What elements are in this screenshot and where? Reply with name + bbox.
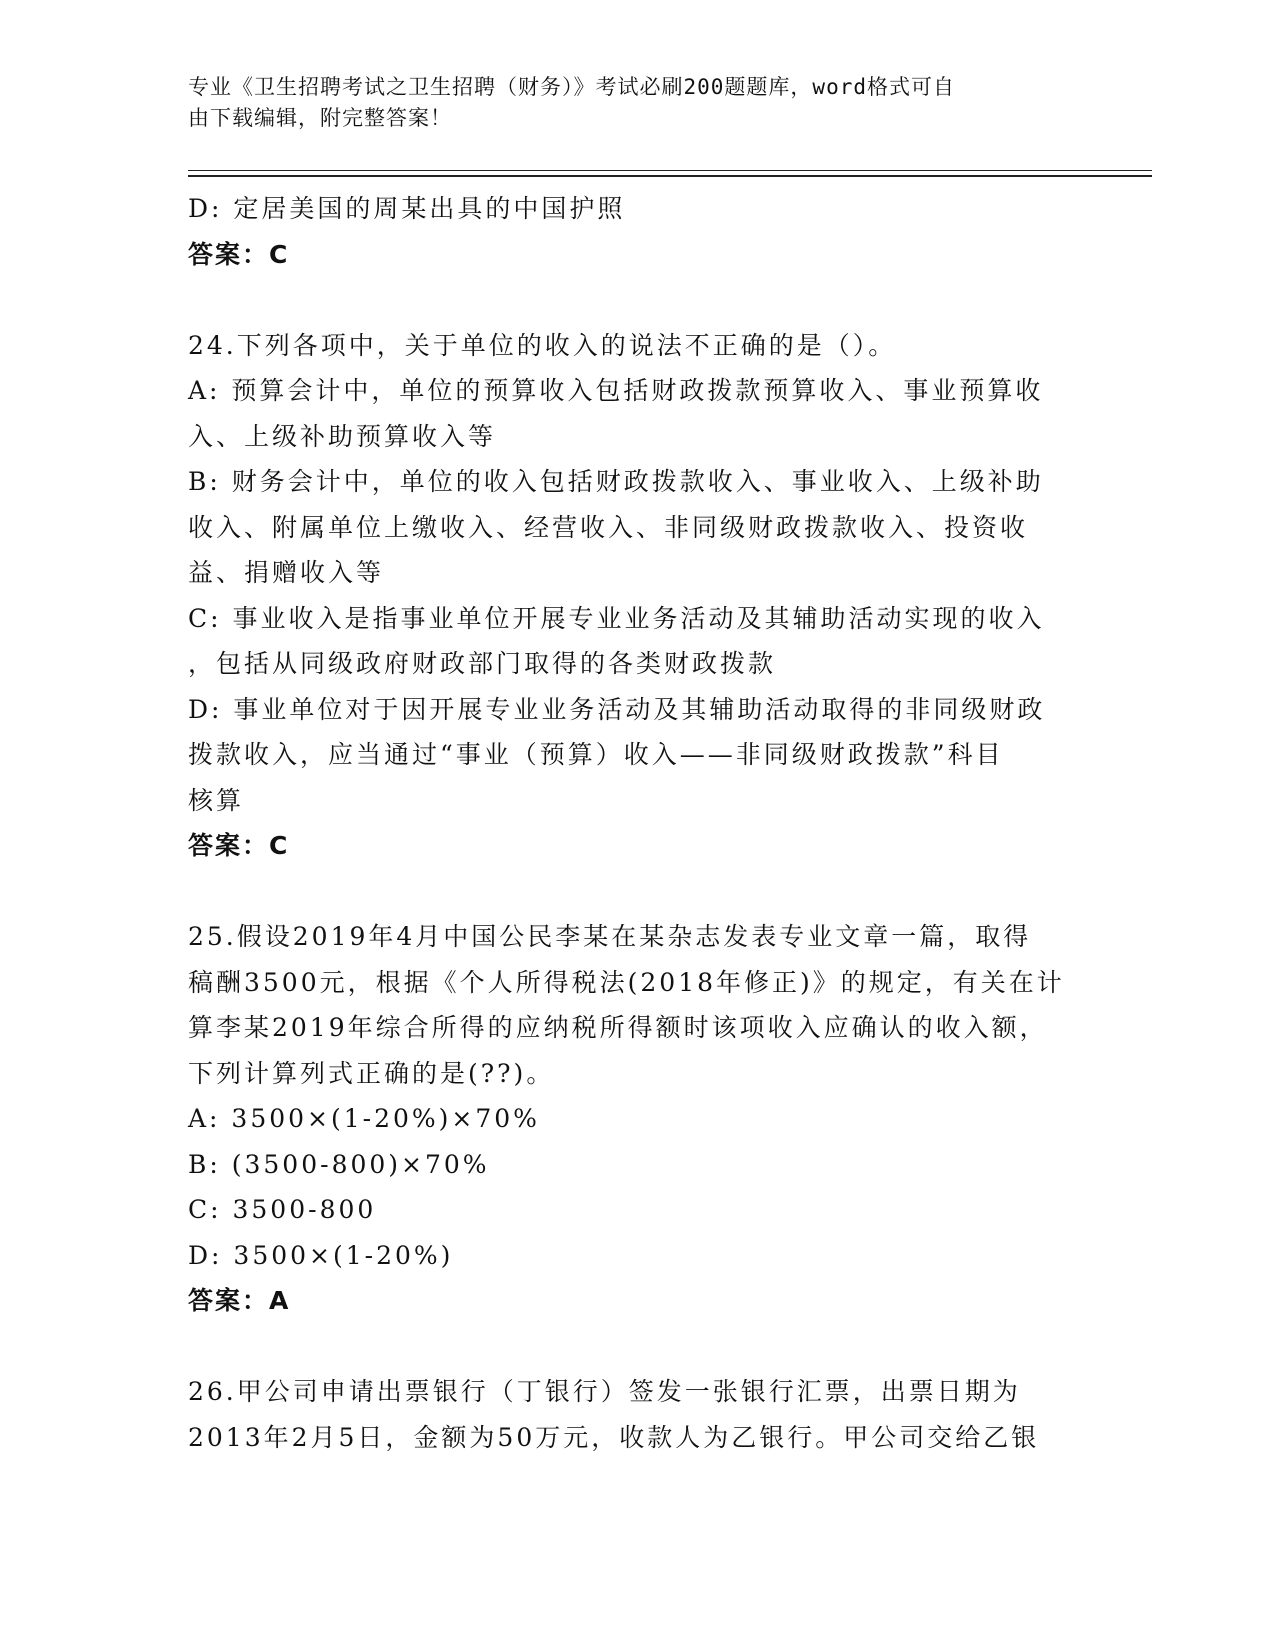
- q23-option-d: D: 定居美国的周某出具的中国护照: [188, 194, 626, 223]
- header-rule-thin: [188, 170, 1152, 171]
- q23-answer: 答案：C: [188, 239, 290, 269]
- q24-option-c-line-2: ，包括从同级政府财政部门取得的各类财政拨款: [188, 649, 777, 678]
- q25-option-c: C: 3500-800: [188, 1195, 377, 1224]
- q24-option-b-line-3: 益、捐赠收入等: [188, 558, 385, 587]
- header-line-1: 专业《卫生招聘考试之卫生招聘（财务）》考试必刷200题题库，word格式可自: [188, 75, 955, 99]
- q24-option-b-line-1: B: 财务会计中，单位的收入包括财政拨款收入、事业收入、上级补助: [188, 467, 1044, 496]
- q25-stem-line-2: 稿酬3500元，根据《个人所得税法(2018年修正)》的规定，有关在计: [188, 967, 1065, 997]
- document-header: [188, 72, 1068, 134]
- q24-option-b-line-2: 收入、附属单位上缴收入、经营收入、非同级财政拨款收入、投资收: [188, 512, 1029, 542]
- q24-option-c-line-1: C: 事业收入是指事业单位开展专业业务活动及其辅助活动实现的收入: [188, 603, 1045, 633]
- q25-stem-line-1: 25.假设2019年4月中国公民李某在某杂志发表专业文章一篇，取得: [188, 922, 1032, 951]
- spacer: [188, 1324, 1088, 1370]
- q25-option-d: D: 3500×(1-20%): [188, 1240, 454, 1270]
- q26-stem-line-1: 26.甲公司申请出票银行（丁银行）签发一张银行汇票，出票日期为: [188, 1377, 1021, 1406]
- q25-stem-line-4: 下列计算列式正确的是(??)。: [188, 1058, 555, 1088]
- spacer: [188, 277, 1088, 323]
- q24-option-a-line-2: 入、上级补助预算收入等: [188, 421, 497, 451]
- document-body: [188, 186, 1088, 1460]
- q24-option-d-line-2: 拨款收入，应当通过“事业（预算）收入——非同级财政拨款”科目: [188, 740, 1004, 769]
- q24-option-d-line-3: 核算: [188, 785, 245, 815]
- q25-answer: 答案：A: [188, 1286, 291, 1315]
- q25-option-b: B: (3500-800)×70%: [188, 1149, 490, 1179]
- q24-stem: 24.下列各项中，关于单位的收入的说法不正确的是（）。: [188, 330, 897, 360]
- q24-option-d-line-1: D: 事业单位对于因开展专业业务活动及其辅助活动取得的非同级财政: [188, 694, 1046, 724]
- q24-answer: 答案：C: [188, 831, 290, 860]
- header-rule-thick: [188, 175, 1152, 177]
- q24-option-a-line-1: A: 预算会计中，单位的预算收入包括财政拨款预算收入、事业预算收: [188, 376, 1044, 405]
- q25-option-a: A: 3500×(1-20%)×70%: [188, 1104, 540, 1133]
- spacer: [188, 869, 1088, 915]
- q26-stem-line-2: 2013年2月5日，金额为50万元，收款人为乙银行。甲公司交给乙银: [188, 1422, 1040, 1452]
- header-line-2: 由下载编辑，附完整答案！: [188, 106, 452, 130]
- q25-stem-line-3: 算李某2019年综合所得的应纳税所得额时该项收入应确认的收入额，: [188, 1013, 1048, 1042]
